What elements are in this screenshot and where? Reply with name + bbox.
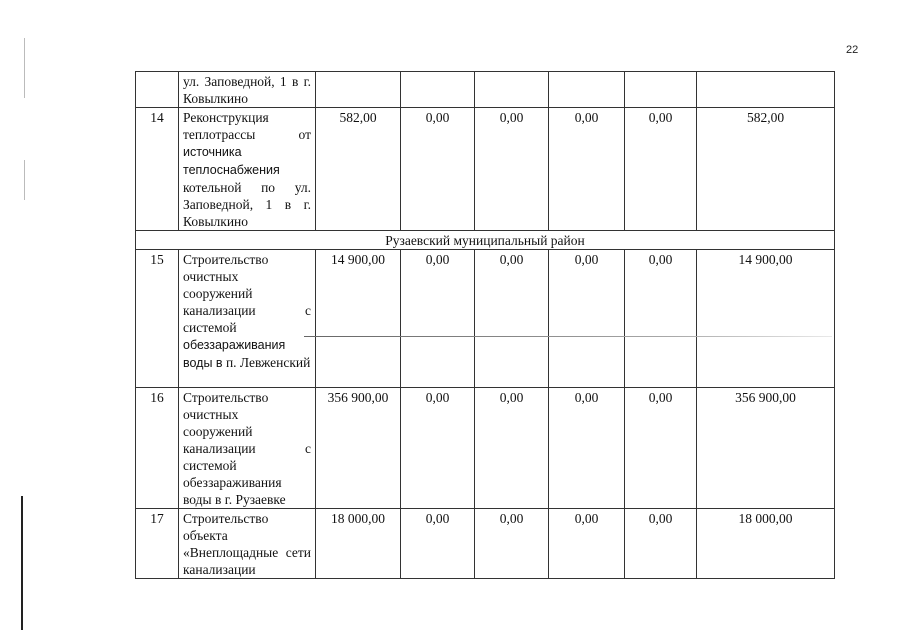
description-bold-fragment: обеззараживания воды в bbox=[183, 338, 286, 370]
section-title: Рузаевский муниципальный район bbox=[136, 231, 835, 250]
amount-cell: 0,00 bbox=[625, 250, 697, 388]
description-fragment: Реконструкция теплотрассы от bbox=[183, 110, 311, 142]
object-description bbox=[179, 250, 316, 388]
amount-cell: 0,00 bbox=[401, 509, 475, 579]
amount-cell: 0,00 bbox=[549, 108, 625, 231]
table-row bbox=[136, 72, 835, 108]
page-number: 22 bbox=[846, 44, 859, 56]
amount-cell: 0,00 bbox=[475, 250, 549, 388]
amount-cell: 0,00 bbox=[475, 509, 549, 579]
description-bold-fragment: источника теплоснабжения bbox=[183, 145, 280, 177]
description-fragment: котельной по ул. Заповедной, 1 в г. Ковылкино bbox=[183, 180, 311, 229]
amount-cell: 356 900,00 bbox=[697, 388, 835, 509]
amount-cell: 0,00 bbox=[475, 108, 549, 231]
description-fragment: Строительство очистных сооружений канализации с системой bbox=[183, 252, 311, 335]
object-description bbox=[179, 509, 316, 579]
section-row bbox=[136, 231, 835, 250]
row-number: 14 bbox=[136, 108, 179, 231]
left-margin-line bbox=[21, 496, 23, 630]
row-number: 16 bbox=[136, 388, 179, 509]
margin-scan-mark bbox=[24, 160, 25, 200]
row-number: 17 bbox=[136, 509, 179, 579]
amount-cell bbox=[697, 72, 835, 108]
amount-cell: 0,00 bbox=[401, 250, 475, 388]
amount-cell: 18 000,00 bbox=[697, 509, 835, 579]
amount-cell bbox=[625, 72, 697, 108]
table-body bbox=[136, 72, 835, 579]
object-description bbox=[179, 388, 316, 509]
amount-cell: 0,00 bbox=[549, 509, 625, 579]
description-fragment: Строительство очистных сооружений канализации с системой обеззараживания воды в г. Рузаевке bbox=[183, 390, 311, 507]
table-row bbox=[136, 108, 835, 231]
amount-cell: 0,00 bbox=[625, 108, 697, 231]
amount-cell: 582,00 bbox=[697, 108, 835, 231]
table-row bbox=[136, 388, 835, 509]
amount-cell: 0,00 bbox=[625, 509, 697, 579]
amount-cell bbox=[549, 72, 625, 108]
amount-cell: 0,00 bbox=[401, 108, 475, 231]
object-description bbox=[179, 72, 316, 108]
object-description bbox=[179, 108, 316, 231]
description-fragment: Строительство объекта «Внеплощадные сети канализации bbox=[183, 511, 311, 577]
description-fragment: ул. Заповедной, 1 в г. Ковылкино bbox=[183, 74, 311, 106]
amount-cell: 0,00 bbox=[549, 388, 625, 509]
amount-cell: 0,00 bbox=[625, 388, 697, 509]
table-row bbox=[136, 509, 835, 579]
amount-cell: 0,00 bbox=[401, 388, 475, 509]
table-row bbox=[136, 250, 835, 388]
scan-artifact-line bbox=[304, 336, 832, 337]
amount-cell: 0,00 bbox=[549, 250, 625, 388]
amount-cell bbox=[401, 72, 475, 108]
amount-cell: 582,00 bbox=[316, 108, 401, 231]
description-fragment: п. Левженский bbox=[222, 355, 311, 370]
amount-cell: 18 000,00 bbox=[316, 509, 401, 579]
amount-cell bbox=[475, 72, 549, 108]
amount-cell bbox=[316, 72, 401, 108]
amount-cell: 14 900,00 bbox=[697, 250, 835, 388]
budget-table bbox=[135, 71, 835, 579]
row-number bbox=[136, 72, 179, 108]
amount-cell: 356 900,00 bbox=[316, 388, 401, 509]
amount-cell: 14 900,00 bbox=[316, 250, 401, 388]
amount-cell: 0,00 bbox=[475, 388, 549, 509]
margin-scan-mark bbox=[24, 38, 25, 98]
row-number: 15 bbox=[136, 250, 179, 388]
